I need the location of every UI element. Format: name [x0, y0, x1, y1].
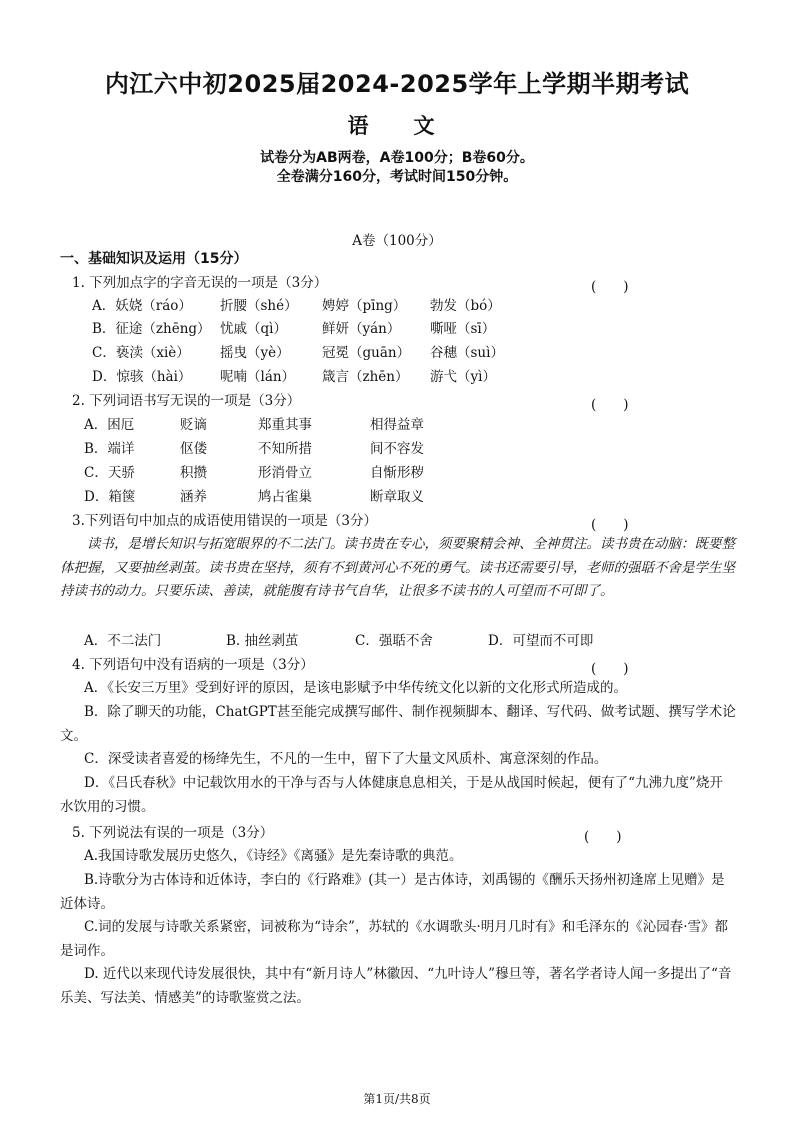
q4-option-a: A．《长安三万里》受到好评的原因，是该电影赋予中华传统文化以新的文化形式所造成的。	[84, 680, 627, 696]
q3-answer-paren: ( )	[591, 517, 629, 533]
q2-option-d-4: 断章取义	[370, 489, 424, 505]
q5-option-b: B.诗歌分为古体诗和近体诗，李白的《行路难》(其一）是古体诗，刘禹锡的《酬乐天扬州初逢席上见赠》是近体诗。	[60, 872, 725, 912]
page-number: 第1页/共8页	[363, 1092, 431, 1106]
q1-option-b-1: B．征途（zhēng）	[92, 321, 211, 337]
q3-option-c: C．强聒不舍	[355, 633, 433, 649]
q2-option-d-3: 鸠占雀巢	[258, 489, 312, 505]
q1-option-d-4: 游弋（yì）	[430, 369, 496, 385]
q5-answer-paren: ( )	[584, 829, 622, 845]
q1-option-a-3: 娉婷（pīng）	[322, 298, 407, 314]
q3-option-b: B. 抽丝剥茧	[226, 633, 299, 649]
q4-answer-paren: ( )	[591, 661, 629, 677]
subject-title: 语 文	[347, 114, 447, 138]
q2-option-b-2: 伛偻	[180, 441, 207, 457]
q3-option-a: A．不二法门	[84, 633, 162, 649]
q1-stem: 1. 下列加点字的字音无误的一项是（3分）	[72, 275, 328, 291]
q1-option-c-3: 冠冕（guān）	[322, 345, 411, 361]
q2-option-c-1: C．天骄	[84, 465, 135, 481]
q4-option-d: D．《吕氏春秋》中记载饮用水的干净与否与人体健康息息相关，于是从战国时候起，便有了“九沸九度”烧开水饮用的习惯。	[60, 775, 723, 815]
q2-option-a-2: 贬谪	[180, 417, 207, 433]
q2-option-c-4: 自惭形秽	[370, 465, 424, 481]
q1-option-c-2: 摇曳（yè）	[220, 345, 290, 361]
q2-option-b-4: 间不容发	[370, 441, 424, 457]
q4-stem: 4. 下列语句中没有语病的一项是（3分）	[72, 657, 314, 673]
q2-option-c-3: 形消骨立	[258, 465, 312, 481]
q2-option-b-3: 不知所措	[258, 441, 312, 457]
q1-option-b-4: 嘶哑（sī）	[430, 321, 496, 337]
q1-option-c-1: C．亵渎（xiè）	[92, 345, 190, 361]
q4-option-b: B．除了聊天的功能，ChatGPT甚至能完成撰写邮件、制作视频脚本、翻译、写代码、做考试题、撰写学术论文。	[60, 704, 736, 744]
q3-option-d: D．可望而不可即	[488, 633, 594, 649]
q2-option-b-1: B．端详	[84, 441, 135, 457]
q1-option-a-4: 勃发（bó）	[430, 298, 501, 314]
exam-title: 内江六中初2025届2024-2025学年上学期半期考试	[104, 70, 690, 98]
exam-info-line-2: 全卷满分160分，考试时间150分钟。	[276, 169, 518, 185]
q2-option-a-4: 相得益章	[370, 417, 424, 433]
q1-option-b-3: 鲜妍（yán）	[322, 321, 401, 337]
q5-option-c: C.词的发展与诗歌关系紧密，词被称为“诗余”，苏轼的《水调歌头·明月几时有》和毛泽东的《沁园春·雪》都是词作。	[60, 919, 729, 959]
exam-info-line-1: 试卷分为AB两卷，A卷100分；B卷60分。	[260, 150, 534, 166]
q2-option-a-3: 郑重其事	[258, 417, 312, 433]
q1-option-a-1: A．妖娆（ráo）	[92, 298, 192, 314]
part-1-heading: 一、基础知识及运用（15分）	[60, 251, 248, 267]
q2-option-d-1: D．箱箧	[84, 489, 136, 505]
q2-stem: 2. 下列词语书写无误的一项是（3分）	[72, 393, 301, 409]
q1-option-b-2: 忧戚（qì）	[220, 321, 287, 337]
q2-option-a-1: A．困厄	[84, 417, 135, 433]
q1-option-d-2: 呢喃（lán）	[220, 369, 296, 385]
q3-passage: 读书，是增长知识与拓宽眼界的不二法门。读书贵在专心，须要聚精会神、全神贯注。读书贵在动脑：既要整体把握，又要抽丝剥茧。读书贵在坚持，须有不到黄河心不死的勇气。读书还需要引导，老师的强聒不舍是学生坚持读书的动力。只要乐读、善读，就能腹有诗书气自华，让很多不读书的人可望而不可即了。	[60, 536, 735, 599]
q4-option-c: C．深受读者喜爱的杨绛先生，不凡的一生中，留下了大量文风质朴、寓意深刻的作品。	[84, 751, 608, 767]
q1-answer-paren: ( )	[591, 279, 629, 295]
section-a-heading: A卷（100分）	[352, 233, 442, 249]
q5-option-a: A.我国诗歌发展历史悠久，《诗经》《离骚》是先秦诗歌的典范。	[84, 848, 463, 864]
q3-stem: 3.下列语句中加点的成语使用错误的一项是（3分）	[72, 513, 377, 529]
q2-answer-paren: ( )	[591, 397, 629, 413]
q1-option-c-4: 谷穗（suì）	[430, 345, 504, 361]
q2-option-c-2: 积攒	[180, 465, 207, 481]
q5-stem: 5. 下列说法有误的一项是（3分）	[72, 825, 274, 841]
q1-option-d-1: D．惊骇（hài）	[92, 369, 192, 385]
q5-option-d: D. 近代以来现代诗发展很快，其中有“新月诗人”林徽因、“九叶诗人”穆旦等，著名学者诗人闻一多提出了“音乐美、写法美、情感美”的诗歌鉴赏之法。	[60, 966, 732, 1006]
q1-option-a-2: 折腰（shé）	[220, 298, 298, 314]
q2-option-d-2: 涵养	[180, 489, 207, 505]
q1-option-d-3: 箴言（zhēn）	[322, 369, 409, 385]
